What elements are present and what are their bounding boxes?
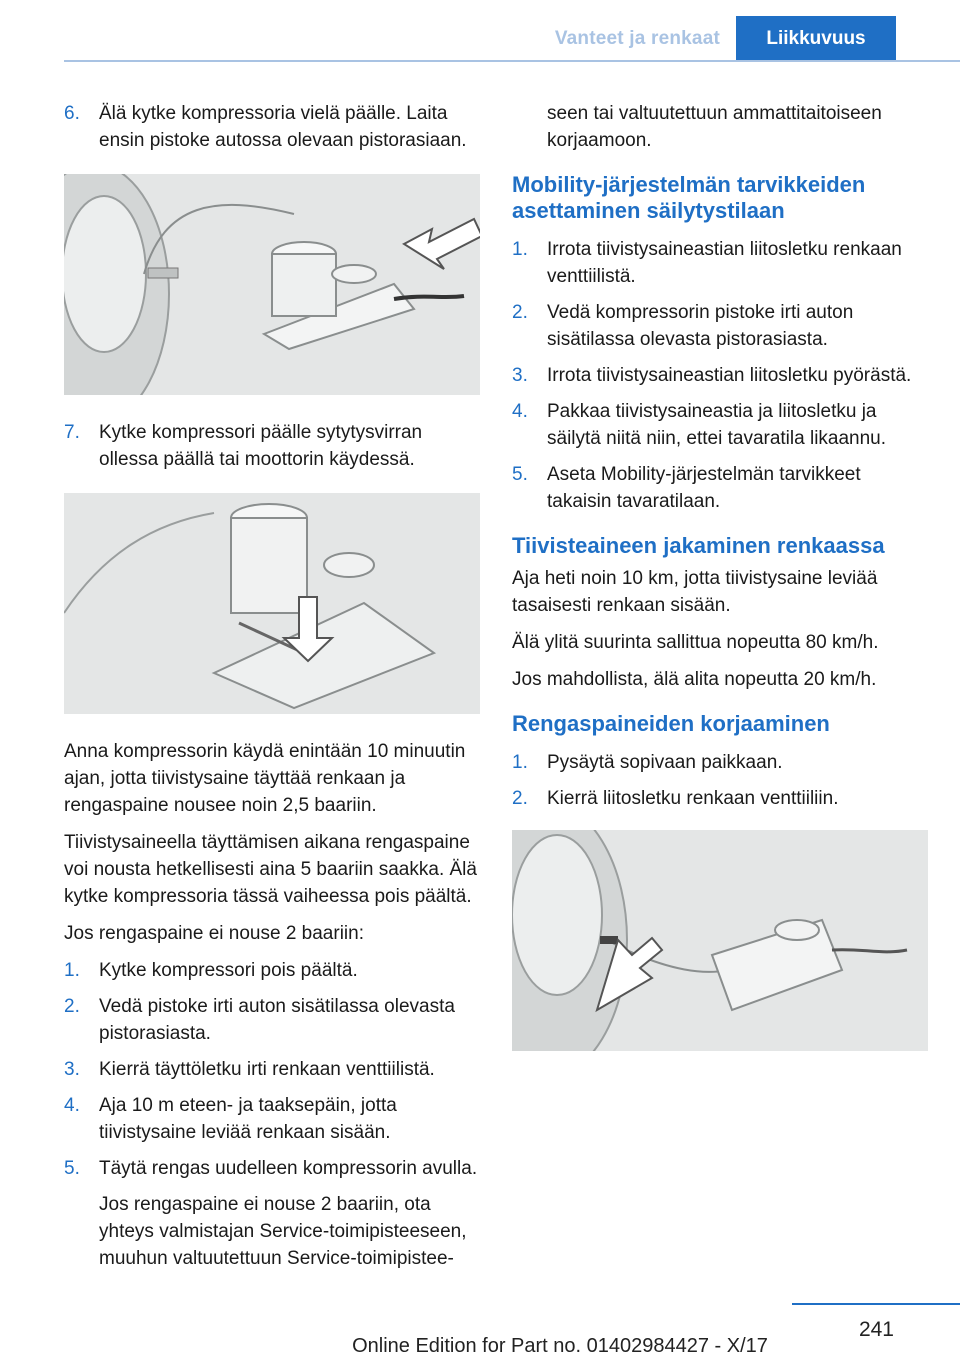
step-number: 5. — [64, 1158, 80, 1179]
step-text: Irrota tiivistysaineastian liitosletku renkaan venttiilistä. — [547, 239, 902, 287]
list-item — [64, 957, 480, 984]
step-number: 7. — [64, 422, 80, 443]
troubleshoot-list — [64, 957, 480, 1272]
step-number: 1. — [512, 239, 528, 260]
step-text: Pakkaa tiivistysaineastia ja liitosletku ja säilytä niitä niin, ettei tavaratila likaannu. — [547, 401, 887, 449]
list-item — [64, 993, 480, 1047]
paragraph-min-speed: Jos mahdollista, älä alita nopeutta 20 km/h. — [512, 669, 877, 690]
step-text: Kierrä täyttöletku irti renkaan venttiilistä. — [99, 1059, 435, 1080]
heading-store-mobility: Mobility-järjestelmän tarvikkeiden asettaminen säilytystilaan — [512, 172, 866, 223]
heading-correct-pressure: Rengaspaineiden korjaaminen — [512, 711, 830, 736]
step-number: 5. — [512, 464, 528, 485]
illustration-compressor-switch — [64, 493, 480, 714]
page-header — [0, 0, 960, 62]
list-item — [512, 362, 928, 389]
step-number: 3. — [64, 1059, 80, 1080]
paragraph-drive-10km: Aja heti noin 10 km, jotta tiivistysaine leviää tasaisesti renkaan sisään. — [512, 568, 878, 616]
figure-tire-compressor-hose — [64, 174, 480, 395]
step-text: Kytke kompressori päälle sytytysvirran ollessa päällä tai moottorin käydessä. — [99, 422, 423, 470]
step-number: 1. — [64, 960, 80, 981]
step-number: 3. — [512, 365, 528, 386]
list-item — [512, 461, 928, 515]
step-text: Vedä pistoke irti auton sisätilassa olevasta pistorasiasta. — [99, 996, 455, 1044]
step-text: Aja 10 m eteen- ja taaksepäin, jotta tiivistysaine leviää renkaan sisään. — [99, 1095, 397, 1143]
step-text: Irrota tiivistysaineastian liitosletku pyörästä. — [547, 365, 912, 386]
list-item — [512, 749, 928, 776]
step-text: Älä kytke kompressoria vielä päälle. Laita ensin pistoke autossa olevaan pistorasiaan. — [99, 103, 467, 151]
step-number: 2. — [512, 788, 528, 809]
illustration-hose-valve — [512, 830, 928, 1051]
step-number: 4. — [64, 1095, 80, 1116]
pressure-list — [512, 749, 928, 812]
step-text: Pysäytä sopivaan paikkaan. — [547, 752, 783, 773]
list-item — [512, 398, 928, 452]
chapter-tab: Liikkuvuus — [736, 16, 896, 62]
step-text: Täytä rengas uudelleen kompressorin avulla. — [99, 1158, 478, 1179]
list-item — [512, 236, 928, 290]
list-item — [64, 1092, 480, 1146]
step-text: Aseta Mobility-järjestelmän tarvikkeet takaisin tavaratilaan. — [547, 464, 861, 512]
heading-distribute-sealant: Tiivisteaineen jakaminen renkaassa — [512, 533, 885, 558]
list-item — [512, 299, 928, 353]
continued-text: seen tai valtuutettuun ammattitaitoiseen korjaamoon. — [547, 103, 882, 151]
step-number: 1. — [512, 752, 528, 773]
footer-rule — [792, 1303, 960, 1305]
step-continuation: Jos rengaspaine ei nouse 2 baariin, ota yhteys valmistajan Service-toimipisteeseen, muuhun valtuutettuun Service-toimipistee- — [99, 1194, 467, 1269]
paragraph-run-time: Anna kompressorin käydä enintään 10 minuutin ajan, jotta tiivistysaine täyttää renkaan ja rengaspaine nousee noin 2,5 baariin. — [64, 741, 466, 816]
section-title: Vanteet ja renkaat — [554, 28, 720, 49]
header-rule — [64, 60, 960, 62]
list-item — [64, 1056, 480, 1083]
step-text: Kytke kompressori pois päältä. — [99, 960, 358, 981]
figure-compressor-switch — [64, 493, 480, 714]
paragraph-max-speed: Älä ylitä suurinta sallittua nopeutta 80 km/h. — [512, 632, 879, 653]
paragraph-pressure-peak: Tiivistysaineella täyttämisen aikana rengaspaine voi nousta hetkellisesti aina 5 baariin saakka. Älä kytke kompressoria tässä vaiheessa pois päältä. — [64, 832, 477, 907]
step-text: Vedä kompressorin pistoke irti auton sisätilassa olevasta pistorasiasta. — [547, 302, 854, 350]
list-item — [512, 785, 928, 812]
store-list — [512, 236, 928, 515]
step-number: 4. — [512, 401, 528, 422]
left-column — [64, 100, 480, 1281]
step-number: 2. — [512, 302, 528, 323]
step-text: Kierrä liitosletku renkaan venttiiliin. — [547, 788, 839, 809]
illustration-tire-compressor — [64, 174, 480, 395]
step-number: 6. — [64, 103, 80, 124]
page-number: 241 — [858, 1318, 894, 1341]
list-item — [64, 1155, 480, 1272]
paragraph-if-pressure-low: Jos rengaspaine ei nouse 2 baariin: — [64, 923, 364, 944]
figure-connect-hose-valve — [512, 830, 928, 1051]
edition-note: Online Edition for Part no. 01402984427 - X/17 — [352, 1335, 768, 1357]
step-number: 2. — [64, 996, 80, 1017]
right-column — [512, 100, 928, 1075]
step-7 — [64, 419, 480, 473]
step-6 — [64, 100, 480, 154]
